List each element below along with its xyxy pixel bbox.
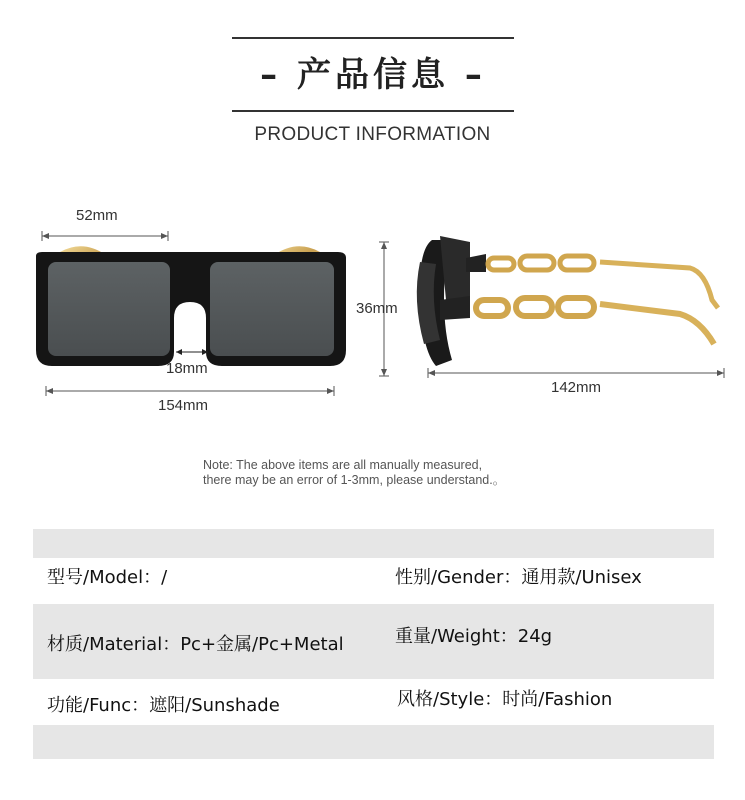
spec-style: 风格/Style：时尚/Fashion bbox=[397, 689, 613, 710]
header-rule-bottom bbox=[232, 110, 514, 112]
sunglasses-side-view bbox=[370, 230, 740, 390]
measurement-note bbox=[203, 458, 563, 488]
lens-height-label: 36mm bbox=[356, 300, 398, 317]
section-subtitle: PRODUCT INFORMATION bbox=[254, 124, 491, 145]
header-rule-top bbox=[232, 37, 514, 39]
lens-width-dimension bbox=[42, 231, 168, 241]
note-line-1: Note: The above items are all manually measured, bbox=[203, 458, 483, 472]
spec-func: 功能/Func：遮阳/Sunshade bbox=[47, 695, 280, 716]
total-width-label: 154mm bbox=[158, 397, 209, 414]
bridge-dimension bbox=[176, 349, 208, 355]
bridge-label: 18mm bbox=[166, 360, 208, 377]
temple-length-label: 142mm bbox=[551, 379, 602, 396]
spec-material: 材质/Material：Pc+金属/Pc+Metal bbox=[47, 634, 344, 655]
sunglasses-front-view bbox=[0, 190, 380, 420]
total-width-dimension bbox=[46, 386, 334, 396]
lens-width-label: 52mm bbox=[76, 207, 118, 224]
table-band bbox=[33, 725, 714, 759]
spec-table bbox=[33, 529, 714, 759]
note-line-2: there may be an error of 1-3mm, please understand.。 bbox=[203, 473, 506, 487]
temple-length-dimension bbox=[428, 368, 724, 378]
spec-weight: 重量/Weight：24g bbox=[395, 626, 553, 647]
section-title: – 产品信息 – bbox=[260, 55, 486, 95]
spec-gender: 性别/Gender：通用款/Unisex bbox=[395, 567, 642, 588]
spec-model: 型号/Model：/ bbox=[47, 567, 168, 588]
table-band bbox=[33, 529, 714, 558]
